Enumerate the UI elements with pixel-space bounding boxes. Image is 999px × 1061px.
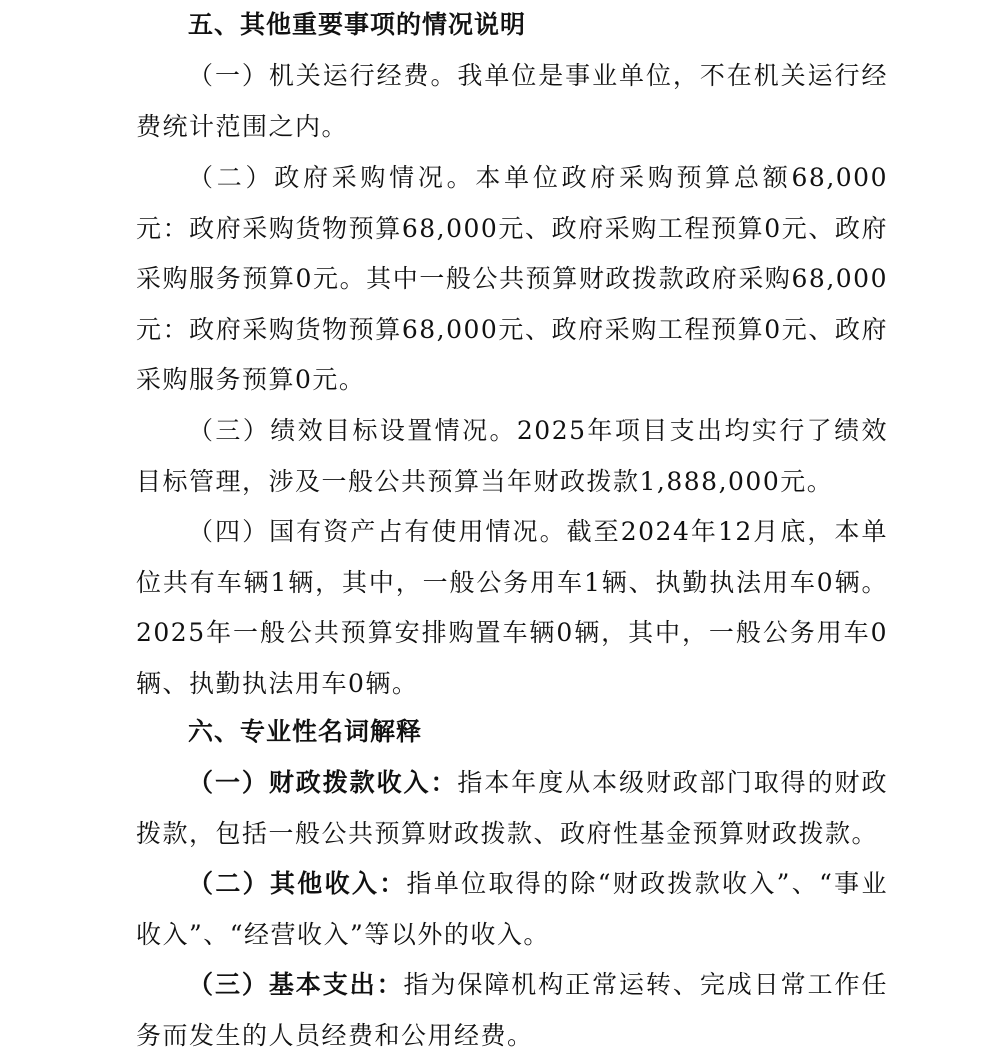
paragraph-state-assets [136,507,888,709]
paragraph-lead: （二）其他收入： [188,869,407,898]
paragraph-body: 指本年度从本级财政部门取得的财政拨款，包括一般公共预算财政拨款、政府性基金预算财政拨款。 [136,768,888,848]
paragraph-body: 本单位政府采购预算总额68,000元：政府采购货物预算68,000元、政府采购工程预算0元、政府采购服务预算0元。其中一般公共预算财政拨款政府采购68,000元：政府采购货物预算68,000元、政府采购工程预算0元、政府采购服务预算0元。 [136,163,888,394]
paragraph-lead: （一）机关运行经费。 [188,61,458,90]
paragraph-body: 指单位取得的除“财政拨款收入”、“事业收入”、“经营收入”等以外的收入。 [136,869,888,949]
paragraph-basic-expenditure [136,960,888,1061]
paragraph-lead: （四）国有资产占有使用情况。 [188,517,567,546]
paragraph-body: 指为保障机构正常运转、完成日常工作任务而发生的人员经费和公用经费。 [136,970,888,1050]
paragraph-lead: （三）绩效目标设置情况。 [188,416,517,445]
paragraph-lead: （二）政府采购情况。 [188,163,476,192]
paragraph-operating-expenses [136,51,888,152]
paragraph-other-income [136,859,888,960]
section-heading-other-matters: 五、其他重要事项的情况说明 [188,10,527,39]
section-heading-terms: 六、专业性名词解释 [188,717,423,746]
paragraph-body: 2025年项目支出均实行了绩效目标管理，涉及一般公共预算当年财政拨款1,888,000元。 [136,416,888,496]
paragraph-fiscal-appropriation-income [136,758,888,859]
paragraph-government-procurement [136,153,888,406]
paragraph-body: 我单位是事业单位，不在机关运行经费统计范围之内。 [136,61,888,141]
paragraph-body: 截至2024年12月底，本单位共有车辆1辆，其中，一般公务用车1辆、执勤执法用车0辆。2025年一般公共预算安排购置车辆0辆，其中，一般公务用车0辆、执勤执法用车0辆。 [136,517,888,698]
paragraph-lead: （三）基本支出： [188,970,404,999]
paragraph-performance-targets [136,406,888,507]
paragraph-lead: （一）财政拨款收入： [188,768,458,797]
